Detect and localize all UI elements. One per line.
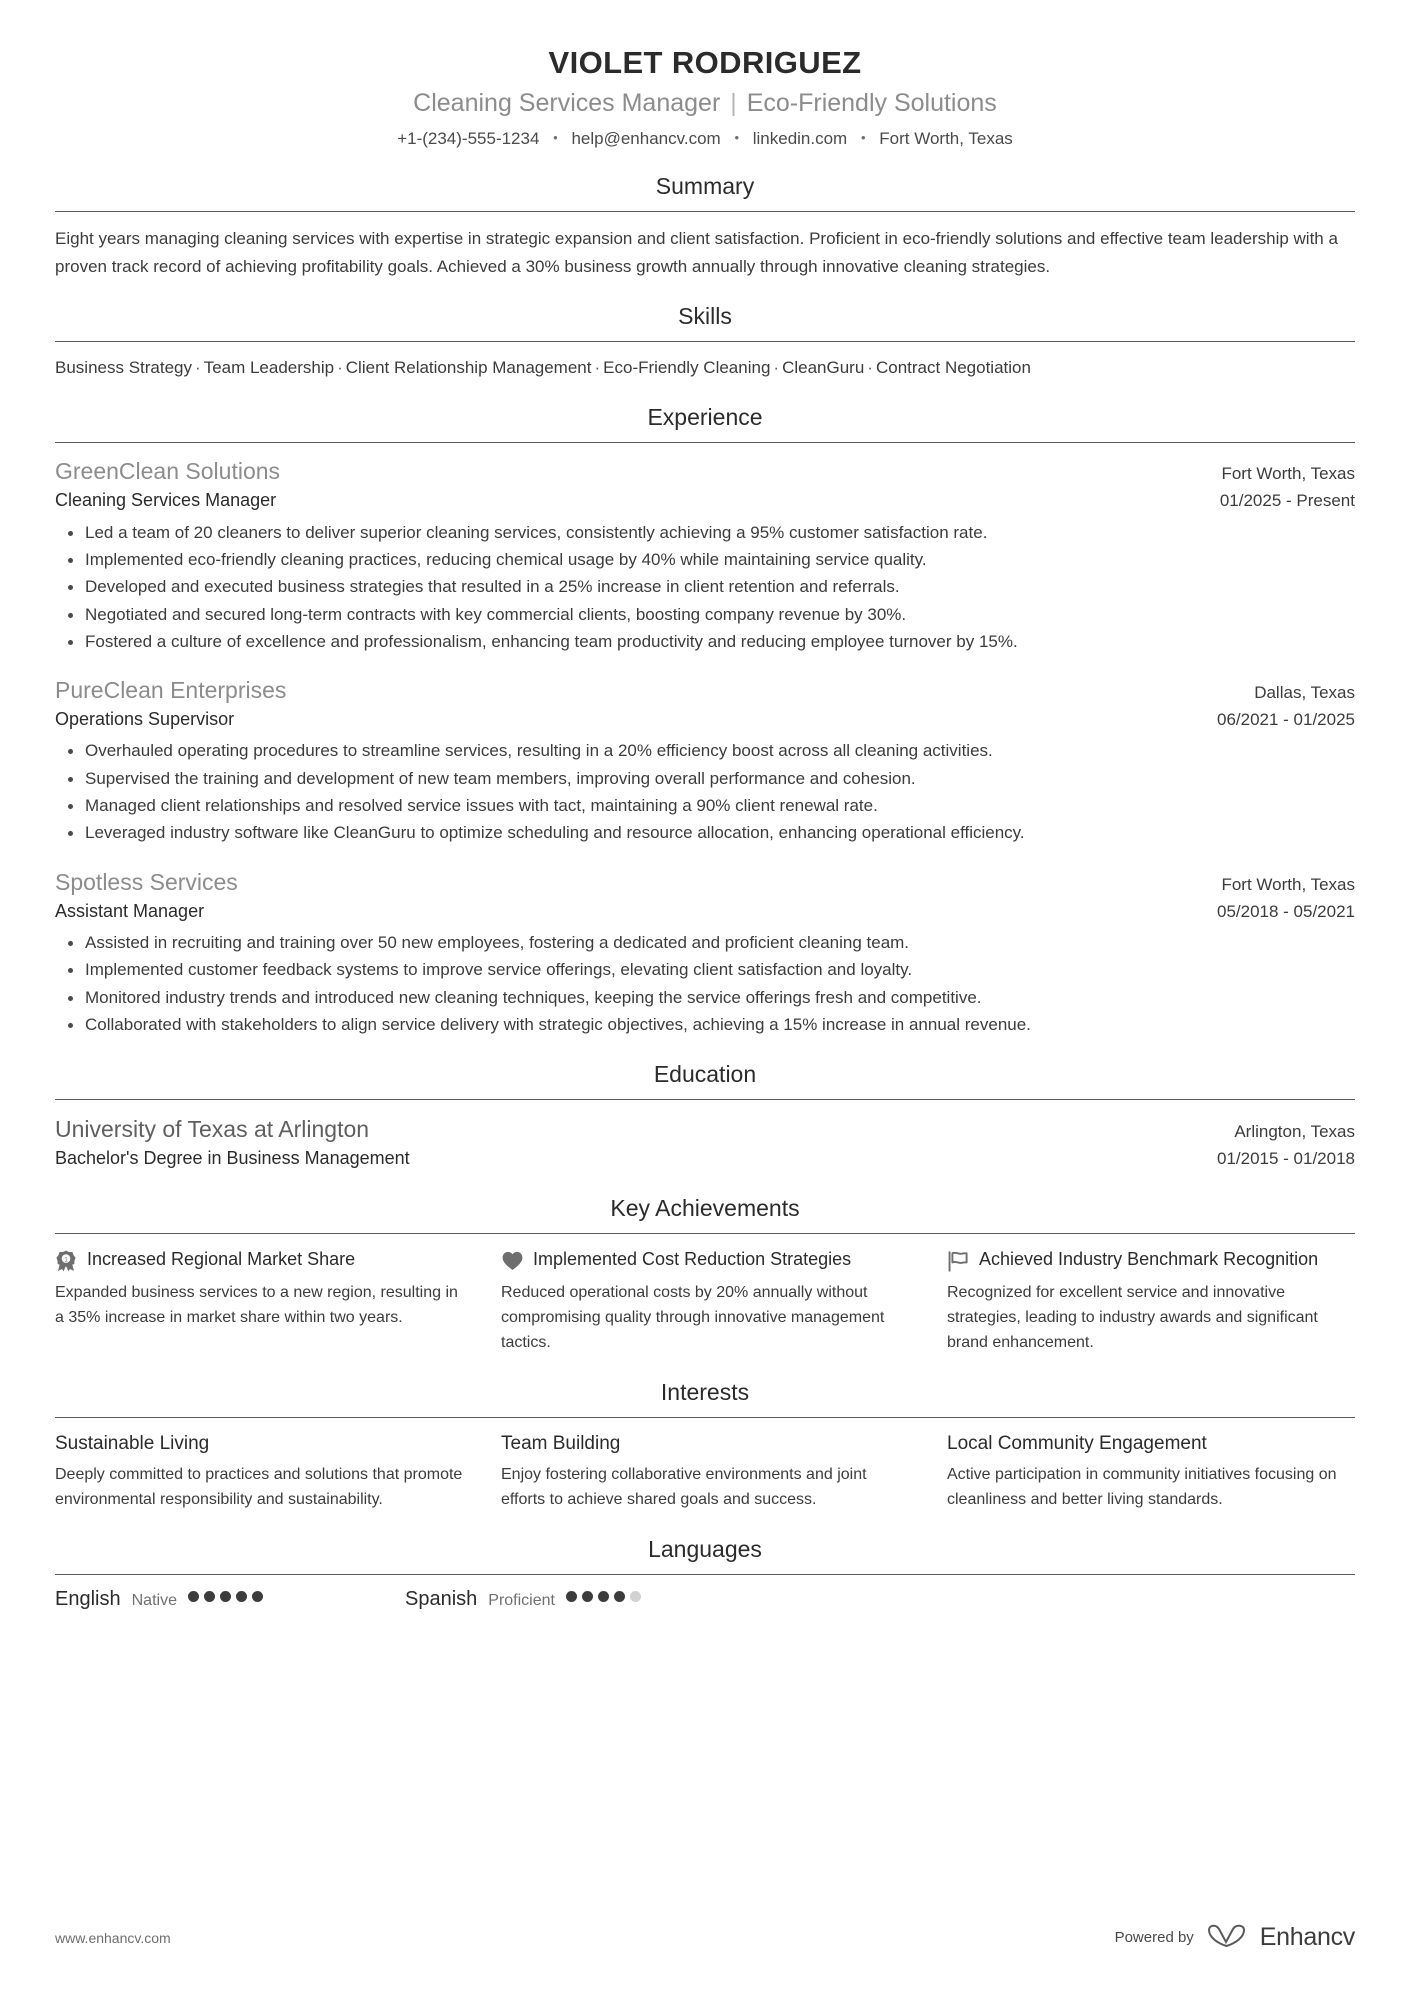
candidate-name: VIOLET RODRIGUEZ [548, 45, 862, 80]
language-name: English [55, 1587, 121, 1610]
skill-item: Business Strategy [55, 358, 193, 378]
section-title-languages: Languages [648, 1535, 762, 1562]
experience-entry [55, 867, 1355, 1039]
proficiency-dot [204, 1591, 215, 1602]
job-bullet-list [55, 930, 1355, 1038]
headline-divider: | [730, 88, 737, 117]
achievement-header [501, 1247, 909, 1274]
employer-location: Fort Worth, Texas [1221, 874, 1355, 894]
skill-item: Contract Negotiation [875, 358, 1031, 378]
page-footer [55, 1922, 1355, 1953]
section-title-skills: Skills [678, 303, 732, 330]
achievement-item [947, 1247, 1355, 1355]
language-proficiency-dots [188, 1591, 263, 1602]
experience-entry [55, 456, 1355, 655]
education-entry [55, 1113, 1355, 1172]
job-title: Operations Supervisor [55, 709, 235, 730]
proficiency-dot [252, 1591, 263, 1602]
contact-website[interactable]: linkedin.com [752, 128, 848, 148]
interest-title: Local Community Engagement [947, 1432, 1207, 1454]
employer-name: Spotless Services [55, 868, 238, 895]
experience-entry-subheader [55, 898, 1355, 924]
contact-separator-icon: • [860, 129, 866, 145]
enhancv-logo-icon [1206, 1922, 1248, 1953]
skill-separator-icon: · [773, 358, 780, 378]
job-bullet: Led a team of 20 cleaners to deliver superior cleaning services, consistently achieving a 95% customer satisfaction rate. [55, 520, 1355, 546]
proficiency-dot [630, 1591, 641, 1602]
interest-description: Active participation in community initiatives focusing on cleanliness and better living standards. [947, 1466, 1337, 1508]
skill-separator-icon: · [195, 358, 201, 378]
proficiency-dot [614, 1591, 625, 1602]
skill-separator-icon: · [594, 358, 601, 378]
section-summary [55, 172, 1355, 280]
language-level: Proficient [488, 1591, 555, 1609]
achievement-description: Expanded business services to a new region, resulting in a 35% increase in market share within two years. [55, 1284, 458, 1327]
proficiency-dot [598, 1591, 609, 1602]
employer-name: PureClean Enterprises [55, 677, 287, 704]
achievement-item [55, 1247, 463, 1355]
svg-text:1: 1 [64, 1256, 68, 1264]
job-bullet-list [55, 738, 1355, 846]
interest-description: Deeply committed to practices and solutions that promote environmental responsibility and sustainability. [55, 1466, 463, 1508]
languages-list [55, 1588, 1355, 1611]
heart-icon [501, 1248, 523, 1274]
language-proficiency-dots [566, 1591, 641, 1602]
experience-list [55, 443, 1355, 1038]
achievements-grid [55, 1247, 1355, 1355]
achievement-item [501, 1247, 909, 1355]
job-title: Assistant Manager [55, 900, 205, 921]
interest-title: Team Building [501, 1432, 621, 1454]
job-dates: 06/2021 - 01/2025 [1216, 710, 1355, 730]
proficiency-dot [220, 1591, 231, 1602]
job-dates: 05/2018 - 05/2021 [1216, 901, 1355, 921]
section-title-interests: Interests [660, 1378, 750, 1405]
job-dates: 01/2025 - Present [1219, 491, 1355, 511]
proficiency-dot [582, 1591, 593, 1602]
experience-entry [55, 675, 1355, 847]
section-education [55, 1060, 1355, 1172]
degree-name: Bachelor's Degree in Business Management [55, 1148, 410, 1169]
achievement-header [55, 1247, 463, 1274]
achievement-title: Increased Regional Market Share [87, 1249, 356, 1270]
contact-line [55, 127, 1355, 151]
education-list [55, 1100, 1355, 1172]
language-level: Native [131, 1591, 177, 1609]
contact-phone: +1-(234)-555-1234 [397, 128, 540, 148]
candidate-headline [55, 87, 1355, 121]
interest-title: Sustainable Living [55, 1432, 210, 1454]
experience-entry-subheader [55, 706, 1355, 732]
job-bullet: Managed client relationships and resolved service issues with tact, maintaining a 90% client renewal rate. [55, 793, 1355, 819]
skill-item: Team Leadership [203, 358, 335, 378]
employer-location: Dallas, Texas [1254, 683, 1355, 703]
section-key-achievements [55, 1194, 1355, 1355]
section-languages [55, 1535, 1355, 1611]
skills-list [55, 355, 1355, 381]
proficiency-dot [236, 1591, 247, 1602]
proficiency-dot [188, 1591, 199, 1602]
section-title-experience: Experience [647, 404, 763, 431]
interest-item [55, 1431, 463, 1513]
job-bullet-list [55, 520, 1355, 656]
resume-header [55, 0, 1355, 150]
footer-powered-by-label: Powered by [1114, 1929, 1194, 1946]
footer-brand-name: Enhancv [1259, 1923, 1355, 1951]
section-title-summary: Summary [655, 173, 755, 200]
footer-url[interactable]: www.enhancv.com [55, 1929, 171, 1946]
section-experience [55, 403, 1355, 1038]
section-interests [55, 1378, 1355, 1513]
achievement-header [947, 1247, 1355, 1274]
employer-name: GreenClean Solutions [55, 458, 281, 485]
job-bullet: Collaborated with stakeholders to align service delivery with strategic objectives, achieving a 15% increase in annual revenue. [55, 1012, 1355, 1038]
contact-separator-icon: • [734, 129, 739, 145]
skill-separator-icon: · [867, 358, 873, 378]
headline-primary: Cleaning Services Manager [413, 88, 721, 117]
section-skills [55, 302, 1355, 381]
experience-entry-header [55, 675, 1355, 706]
section-title-education: Education [653, 1061, 757, 1088]
skill-item: Client Relationship Management [345, 358, 592, 378]
employer-location: Fort Worth, Texas [1221, 464, 1355, 484]
experience-entry-subheader [55, 487, 1355, 513]
section-title-achievements: Key Achievements [610, 1195, 800, 1222]
flag-icon [947, 1248, 969, 1274]
job-title: Cleaning Services Manager [55, 490, 277, 511]
achievement-description: Reduced operational costs by 20% annually without compromising quality through innovative management tactics. [501, 1284, 885, 1351]
skill-item: Eco-Friendly Cleaning [603, 358, 771, 378]
education-entry-header [55, 1113, 1355, 1145]
contact-email[interactable]: help@enhancv.com [571, 128, 721, 148]
contact-separator-icon: • [553, 129, 558, 145]
interest-item [501, 1431, 909, 1513]
job-bullet: Fostered a culture of excellence and professionalism, enhancing team productivity and reducing employee turnover by 15%. [55, 629, 1355, 655]
headline-secondary: Eco-Friendly Solutions [746, 88, 997, 117]
achievement-description: Recognized for excellent service and innovative strategies, leading to industry awards and significant brand enhancement. [947, 1284, 1318, 1351]
school-name: University of Texas at Arlington [55, 1116, 370, 1143]
job-bullet: Negotiated and secured long-term contracts with key commercial clients, boosting company revenue by 30%. [55, 602, 1355, 628]
job-bullet: Supervised the training and development of new team members, improving overall performance and cohesion. [55, 766, 1355, 792]
language-item [405, 1588, 755, 1611]
job-bullet: Implemented customer feedback systems to improve service offerings, elevating client satisfaction and loyalty. [55, 957, 1355, 983]
education-entry-subheader [55, 1145, 1355, 1172]
achievement-title: Implemented Cost Reduction Strategies [533, 1249, 852, 1270]
skill-separator-icon: · [337, 358, 343, 378]
job-bullet: Assisted in recruiting and training over 50 new employees, fostering a dedicated and proficient cleaning team. [55, 930, 1355, 956]
summary-text: Eight years managing cleaning services with expertise in strategic expansion and client satisfaction. Proficient in eco-friendly solutions and effective team leadership with a proven track record of achieving profitability goals. Achieved a 30% business growth annually through innovative cleaning strategies. [55, 229, 1338, 276]
contact-location: Fort Worth, Texas [879, 128, 1013, 148]
language-name: Spanish [405, 1587, 478, 1610]
job-bullet: Implemented eco-friendly cleaning practices, reducing chemical usage by 40% while maintaining service quality. [55, 547, 1355, 573]
language-item [55, 1588, 405, 1611]
job-bullet: Leveraged industry software like CleanGuru to optimize scheduling and resource allocation, enhancing operational efficiency. [55, 820, 1355, 846]
degree-dates: 01/2015 - 01/2018 [1216, 1149, 1355, 1169]
experience-entry-header [55, 456, 1355, 487]
skill-item: CleanGuru [782, 358, 865, 378]
achievement-title: Achieved Industry Benchmark Recognition [979, 1249, 1319, 1270]
job-bullet: Overhauled operating procedures to streamline services, resulting in a 20% efficiency boost across all cleaning activities. [55, 738, 1355, 764]
school-location: Arlington, Texas [1234, 1122, 1355, 1142]
interest-description: Enjoy fostering collaborative environments and joint efforts to achieve shared goals and success. [501, 1466, 867, 1508]
interest-item [947, 1431, 1355, 1513]
interests-grid [55, 1431, 1355, 1513]
proficiency-dot [566, 1591, 577, 1602]
job-bullet: Developed and executed business strategies that resulted in a 25% increase in client retention and referrals. [55, 574, 1355, 600]
award-medal-icon [55, 1248, 77, 1274]
job-bullet: Monitored industry trends and introduced new cleaning techniques, keeping the service offerings fresh and competitive. [55, 985, 1355, 1011]
experience-entry-header [55, 867, 1355, 898]
